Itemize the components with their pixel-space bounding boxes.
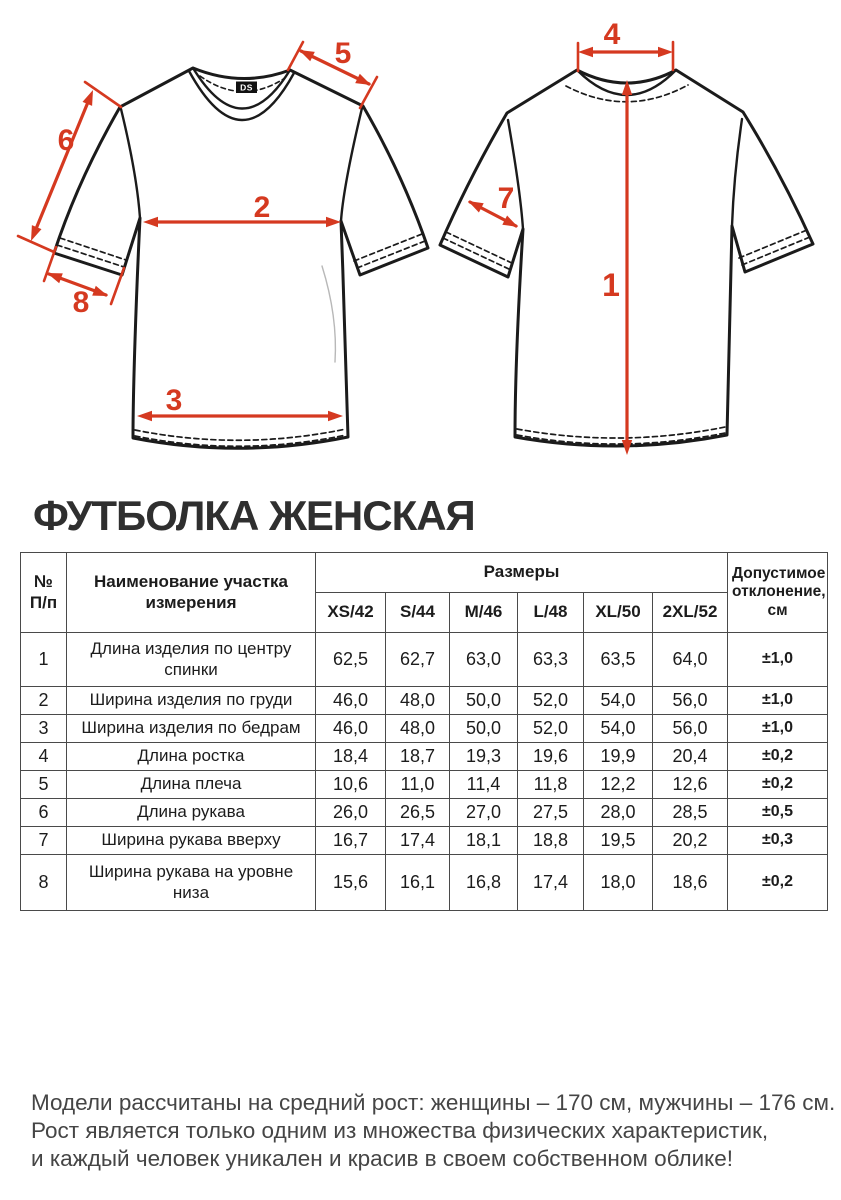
value-cell: 26,0: [316, 799, 386, 827]
value-cell: 27,0: [450, 799, 518, 827]
table-row: [21, 743, 828, 771]
value-cell: 15,6: [316, 855, 386, 911]
row-number-cell: 2: [21, 687, 67, 715]
measurement-number-6: 6: [57, 124, 75, 157]
row-number-cell: 5: [21, 771, 67, 799]
size-table: [20, 552, 828, 911]
measurement-name-cell: Длина изделия по центру спинки: [67, 633, 316, 687]
table-row: [21, 799, 828, 827]
value-cell: 17,4: [386, 827, 450, 855]
value-cell: 16,8: [450, 855, 518, 911]
col-header-num-line1: №: [34, 572, 53, 592]
value-cell: 19,3: [450, 743, 518, 771]
value-cell: 26,5: [386, 799, 450, 827]
brand-label: [236, 82, 257, 94]
measurement-name-cell: Длина ростка: [67, 743, 316, 771]
row-number-cell: 7: [21, 827, 67, 855]
value-cell: 12,6: [653, 771, 728, 799]
value-cell: 28,5: [653, 799, 728, 827]
value-cell: 50,0: [450, 687, 518, 715]
row-number-cell: 6: [21, 799, 67, 827]
value-cell: 19,9: [584, 743, 653, 771]
value-cell: 63,0: [450, 633, 518, 687]
measurement-name-cell: Длина рукава: [67, 799, 316, 827]
value-cell: 20,4: [653, 743, 728, 771]
tshirt-diagrams: [0, 0, 841, 470]
value-cell: 11,4: [450, 771, 518, 799]
table-header-row-1: [21, 553, 828, 593]
tolerance-cell: ±0,2: [728, 855, 828, 911]
page-title: ФУТБОЛКА ЖЕНСКАЯ: [33, 492, 475, 539]
measurement-number-2: 2: [253, 191, 271, 224]
value-cell: 28,0: [584, 799, 653, 827]
value-cell: 56,0: [653, 715, 728, 743]
table-row: [21, 855, 828, 911]
measurement-arrow-4: [578, 18, 673, 71]
value-cell: 52,0: [518, 687, 584, 715]
measurement-number-5: 5: [334, 37, 352, 70]
value-cell: 18,1: [450, 827, 518, 855]
col-header-tolerance: Допустимое отклонение, см: [728, 553, 828, 633]
measurement-name-cell: Ширина изделия по груди: [67, 687, 316, 715]
value-cell: 18,4: [316, 743, 386, 771]
value-cell: 48,0: [386, 687, 450, 715]
value-cell: 27,5: [518, 799, 584, 827]
table-row: [21, 715, 828, 743]
value-cell: 11,0: [386, 771, 450, 799]
measurement-name-cell: Длина плеча: [67, 771, 316, 799]
col-header-num-line2: П/п: [29, 592, 58, 612]
value-cell: 62,5: [316, 633, 386, 687]
measurement-number-4: 4: [603, 18, 621, 51]
value-cell: 54,0: [584, 687, 653, 715]
value-cell: 16,1: [386, 855, 450, 911]
footer-note: [31, 1089, 835, 1173]
value-cell: 18,0: [584, 855, 653, 911]
value-cell: 18,6: [653, 855, 728, 911]
value-cell: 48,0: [386, 715, 450, 743]
row-number-cell: 8: [21, 855, 67, 911]
front-view-drawing: [54, 68, 428, 448]
tolerance-cell: ±0,5: [728, 799, 828, 827]
col-header-name: Наименование участка измерения: [67, 553, 316, 633]
tolerance-cell: ±0,3: [728, 827, 828, 855]
size-column-header-l: L/48: [518, 593, 584, 633]
value-cell: 16,7: [316, 827, 386, 855]
size-column-header-2xl: 2XL/52: [653, 593, 728, 633]
front-body-outline: [54, 68, 428, 448]
measurement-name-cell: Ширина изделия по бедрам: [67, 715, 316, 743]
value-cell: 56,0: [653, 687, 728, 715]
measurement-name-cell: Ширина рукава вверху: [67, 827, 316, 855]
row-number-cell: 3: [21, 715, 67, 743]
measurement-number-7: 7: [497, 182, 515, 215]
table-row: [21, 687, 828, 715]
value-cell: 54,0: [584, 715, 653, 743]
tolerance-cell: ±1,0: [728, 715, 828, 743]
measurement-number-3: 3: [165, 384, 183, 417]
value-cell: 46,0: [316, 715, 386, 743]
footer-line-1: Модели рассчитаны на средний рост: женщины – 170 см, мужчины – 176 см.: [31, 1090, 836, 1115]
table-row: [21, 827, 828, 855]
value-cell: 11,8: [518, 771, 584, 799]
size-column-header-m: M/46: [450, 593, 518, 633]
tolerance-cell: ±1,0: [728, 687, 828, 715]
value-cell: 19,6: [518, 743, 584, 771]
size-column-header-xs: XS/42: [316, 593, 386, 633]
table-row: [21, 633, 828, 687]
value-cell: 52,0: [518, 715, 584, 743]
row-number-cell: 1: [21, 633, 67, 687]
measurement-name-cell: Ширина рукава на уровне низа: [67, 855, 316, 911]
size-column-header-s: S/44: [386, 593, 450, 633]
brand-label-text: DS: [240, 82, 253, 93]
value-cell: 62,7: [386, 633, 450, 687]
col-header-sizes: Размеры: [316, 553, 728, 593]
footer-line-3: и каждый человек уникален и красив в своем собственном облике!: [31, 1146, 734, 1171]
value-cell: 18,7: [386, 743, 450, 771]
value-cell: 18,8: [518, 827, 584, 855]
value-cell: 10,6: [316, 771, 386, 799]
table-row: [21, 771, 828, 799]
value-cell: 19,5: [584, 827, 653, 855]
size-column-header-xl: XL/50: [584, 593, 653, 633]
footer-line-2: Рост является только одним из множества физических характеристик,: [31, 1118, 769, 1143]
col-header-num: [21, 553, 67, 633]
value-cell: 64,0: [653, 633, 728, 687]
tolerance-cell: ±0,2: [728, 771, 828, 799]
row-number-cell: 4: [21, 743, 67, 771]
value-cell: 50,0: [450, 715, 518, 743]
measurement-number-1: 1: [602, 267, 620, 303]
value-cell: 63,3: [518, 633, 584, 687]
value-cell: 46,0: [316, 687, 386, 715]
value-cell: 17,4: [518, 855, 584, 911]
measurement-number-8: 8: [72, 286, 90, 319]
value-cell: 12,2: [584, 771, 653, 799]
value-cell: 63,5: [584, 633, 653, 687]
tolerance-cell: ±1,0: [728, 633, 828, 687]
tolerance-cell: ±0,2: [728, 743, 828, 771]
value-cell: 20,2: [653, 827, 728, 855]
